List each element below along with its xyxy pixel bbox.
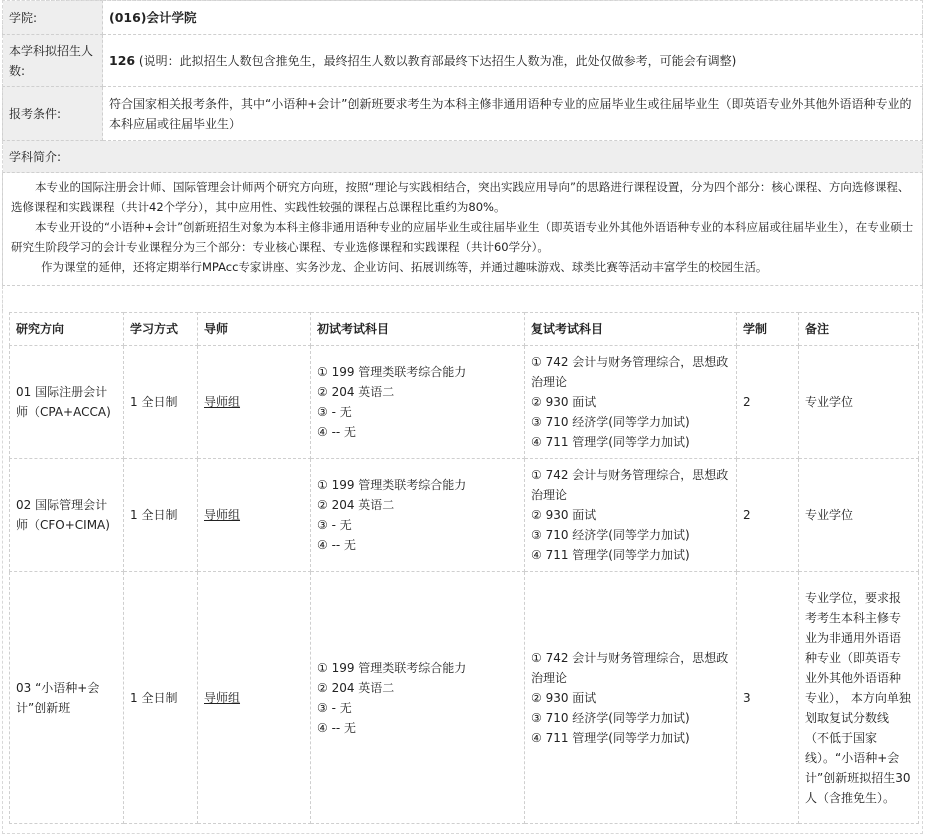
direction-cell: 01 国际注册会计师（CPA+ACCA) [10,346,124,459]
enroll-label: 本学科拟招生人数: [3,35,103,87]
direction-cell: 02 国际管理会计师（CFO+CIMA) [10,459,124,572]
col-header-years: 学制 [737,313,799,346]
exam-item: ① 742 会计与财务管理综合，思想政治理论 [531,650,729,685]
condition-label: 报考条件: [3,87,103,141]
years-cell: 3 [737,572,799,824]
exam-item: ④ -- 无 [317,425,357,439]
exam-item: ① 199 管理类联考综合能力 [317,660,467,675]
exam-item: ② 930 面试 [531,508,597,522]
exam-item: ④ 711 管理学(同等学力加试) [531,548,690,562]
condition-row [3,87,923,141]
condition-value: 符合国家相关报考条件，其中“小语种+会计”创新班要求考生为本科主修非通用语种专业的应届毕业生或往届毕业生（即英语专业外其他外语语种专业的本科应届或往届毕业生） [103,87,923,141]
college-row [3,1,923,35]
enroll-row [3,35,923,87]
col-header-tutor: 导师 [198,313,311,346]
col-header-note: 备注 [799,313,919,346]
exam-item: ① 742 会计与财务管理综合，思想政治理论 [531,355,729,389]
exam-item: ② 204 英语二 [317,385,395,399]
intro-paragraph-1: 本专业的国际注册会计师、国际管理会计师两个研究方向班，按照“理论与实践相结合，突出实践应用导向”的思路进行课程设置，分为四个部分：核心课程、方向选修课程、选修课程和实践课程（共计42个学分），其中应用性、实践性较强的课程占总课程比重约为80%。 [11,180,910,214]
first-exam-cell [311,459,525,572]
note-cell: 专业学位 [799,346,919,459]
college-value: (016)会计学院 [103,1,923,35]
first-exam-cell [311,346,525,459]
tutor-cell [198,459,311,572]
tutor-cell [198,572,311,824]
direction-cell: 03 “小语种+会计”创新班 [10,572,124,824]
intro-paragraph-2: 本专业开设的“小语种+会计”创新班招生对象为本科主修非通用语种专业的应届毕业生或往届毕业生（即英语专业外其他外语语种专业的本科应届或往届毕业生），在专业硕士研究生阶段学习的会计专业课程分为三个部分：专业核心课程、专业选修课程和实践课程（共计60学分）。 [11,220,914,254]
exam-item: ③ - 无 [317,518,352,532]
enroll-note: (说明：此拟招生人数包含推免生，最终招生人数以教育部最终下达招生人数为准，此处仅做参考，可能会有调整) [138,53,737,68]
exam-item: ③ 710 经济学(同等学力加试) [531,710,690,725]
exam-item: ① 199 管理类联考综合能力 [317,365,467,379]
exam-item: ③ - 无 [317,405,352,419]
col-header-first-exam: 初试考试科目 [311,313,525,346]
note-cell: 专业学位 [799,459,919,572]
program-table [9,312,919,824]
table-row [10,572,919,824]
table-header-row [10,313,919,346]
exam-item: ② 930 面试 [531,690,597,705]
exam-item: ④ 711 管理学(同等学力加试) [531,730,690,745]
exam-item: ④ -- 无 [317,538,357,552]
exam-item: ① 742 会计与财务管理综合，思想政治理论 [531,468,729,502]
exam-item: ③ 710 经济学(同等学力加试) [531,415,690,429]
intro-row [3,141,923,173]
exam-item: ② 204 英语二 [317,498,395,512]
mode-cell: 1 全日制 [124,346,198,459]
table-row [10,459,919,572]
enroll-number: 126 [109,52,136,68]
years-cell: 2 [737,346,799,459]
exam-item: ① 199 管理类联考综合能力 [317,478,467,492]
note-cell: 专业学位，要求报考考生本科主修专业为非通用外语语种专业（即英语专业外其他外语语种专业）， 本方向单独划取复试分数线（不低于国家线）。“小语种+会计”创新班拟招生30人（含推免生）。 [799,572,919,824]
intro-label: 学科简介: [3,141,923,173]
col-header-direction: 研究方向 [10,313,124,346]
exam-item: ② 204 英语二 [317,680,395,695]
mode-cell: 1 全日制 [124,459,198,572]
tutor-link[interactable]: 导师组 [204,508,241,522]
intro-text [2,173,923,286]
page [2,0,923,824]
exam-item: ② 930 面试 [531,395,597,409]
col-header-mode: 学习方式 [124,313,198,346]
years-cell: 2 [737,459,799,572]
tutor-cell [198,346,311,459]
mode-cell: 1 全日制 [124,572,198,824]
tutor-link[interactable]: 导师组 [204,395,241,409]
second-exam-cell [525,346,737,459]
exam-item: ③ - 无 [317,700,352,715]
exam-item: ③ 710 经济学(同等学力加试) [531,528,690,542]
exam-item: ④ 711 管理学(同等学力加试) [531,435,690,449]
intro-paragraph-3: 作为课堂的延伸，还将定期举行MPAcc专家讲座、实务沙龙、企业访问、拓展训练等，并通过趣味游戏、球类比赛等活动丰富学生的校园生活。 [41,260,768,274]
second-exam-cell [525,572,737,824]
college-label: 学院: [3,1,103,35]
info-table [2,0,923,173]
tutor-link[interactable]: 导师组 [204,690,241,705]
second-exam-cell [525,459,737,572]
col-header-second-exam: 复试考试科目 [525,313,737,346]
first-exam-cell [311,572,525,824]
table-row [10,346,919,459]
spacer [2,286,923,312]
enroll-value [103,35,923,87]
exam-item: ④ -- 无 [317,720,357,735]
